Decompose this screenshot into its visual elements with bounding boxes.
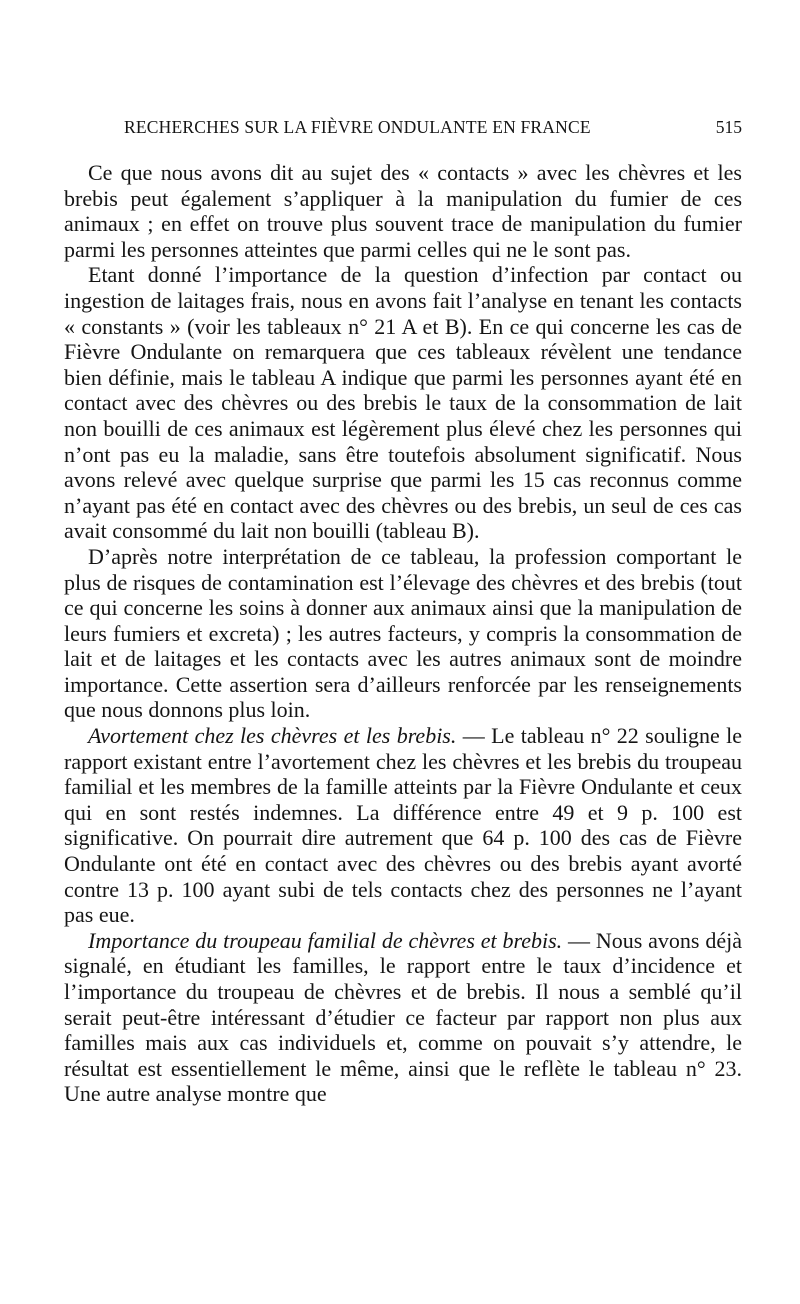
paragraph-troupeau — [64, 928, 742, 1107]
running-title: RECHERCHES SUR LA FIÈVRE ONDULANTE EN FRANCE — [124, 117, 591, 137]
paragraph-text: — Le tableau n° 22 souligne le rapport existant entre l’avortement chez les chèvres et les brebis du troupeau familial et les membres de la famille atteints par la Fièvre Ondulante et ceux qui en sont restés indemnes. La différence entre 49 et 9 p. 100 est significative. On pourrait dire autrement que 64 p. 100 des cas de Fièvre Ondulante ont été en contact avec des chèvres ou des brebis ayant avorté contre 13 p. 100 ayant subi de tels contacts chez des personnes ne l’ayant pas eue. — [64, 723, 742, 928]
paragraph-text: — Nous avons déjà signalé, en étudiant les familles, le rapport entre le taux d’incidence et l’importance du troupeau de chèvres et de brebis. Il nous a semblé qu’il serait peut-être intéressant d’étudier ce facteur par rapport non plus aux familles mais aux cas individuels et, comme on pouvait s’y attendre, le résultat est essentiellement le même, ainsi que le reflète le tableau n° 23. Une autre analyse montre que — [64, 927, 742, 1107]
paragraph-text: D’après notre interprétation de ce tableau, la profession comportant le plus de risques de contamination est l’élevage des chèvres et des brebis (tout ce qui concerne les soins à donner aux animaux ainsi que la manipulation de leurs fumiers et excreta) ; les autres facteurs, y compris la consommation de lait et de laitages et les contacts avec les autres animaux sont de moindre importance. Cette assertion sera d’ailleurs renforcée par les renseignements que nous donnons plus loin. — [64, 543, 742, 723]
paragraph-contacts-fumier — [64, 160, 742, 262]
paragraph-profession — [64, 544, 742, 723]
paragraph-text: Etant donné l’importance de la question d’infection par contact ou ingestion de laitages frais, nous en avons fait l’analyse en tenant les contacts « constants » (voir les tableaux n° 21 A et B). En ce qui concerne les cas de Fièvre Ondulante on remarquera que ces tableaux révèlent une tendance bien définie, mais le tableau A indique que parmi les personnes ayant été en contact avec des chèvres ou des brebis le taux de la consommation de lait non bouilli de ces animaux est légèrement plus élevé chez les personnes qui n’ont pas eu la maladie, sans être toutefois absolument significatif. Nous avons relevé avec quelque surprise que parmi les 15 cas reconnus comme n’ayant pas été en contact avec des chèvres ou des brebis, un seul de ces cas avait consommé du lait non bouilli (tableau B). — [64, 262, 742, 544]
body-text — [64, 160, 742, 1107]
paragraph-laitages — [64, 262, 742, 544]
paragraph-run-in-heading: Importance du troupeau familial de chèvres et brebis. — [88, 927, 563, 953]
running-head — [64, 117, 742, 141]
paragraph-avortement — [64, 723, 742, 928]
paragraph-text: Ce que nous avons dit au sujet des « contacts » avec les chèvres et les brebis peut également s’appliquer à la manipulation du fumier de ces animaux ; en effet on trouve plus souvent trace de manipulation du fumier parmi les personnes atteintes que parmi celles qui ne le sont pas. — [64, 160, 742, 262]
page-number: 515 — [715, 117, 742, 137]
paragraph-run-in-heading: Avortement chez les chèvres et les brebis. — [88, 723, 457, 749]
